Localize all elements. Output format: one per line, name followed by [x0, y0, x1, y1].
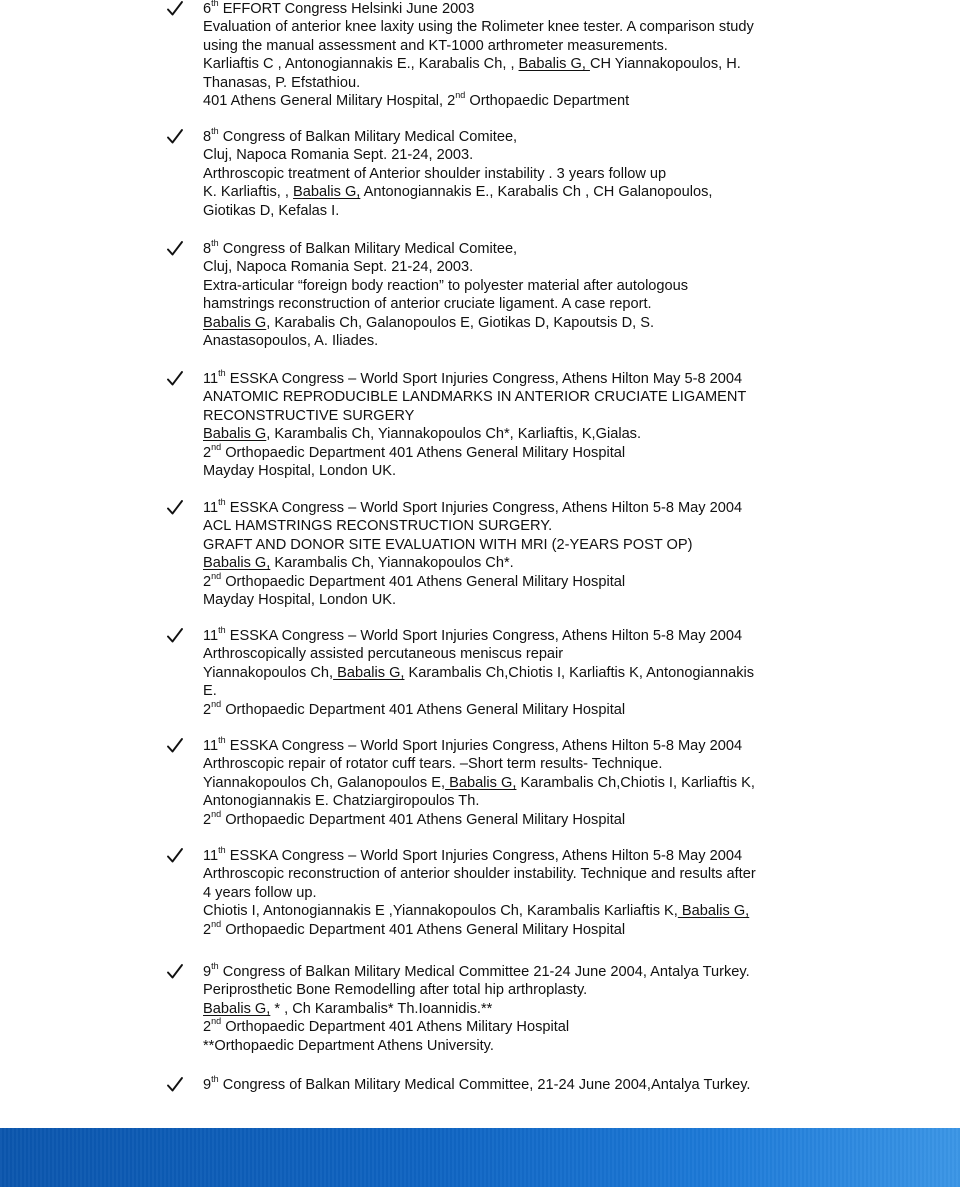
text-segment: Extra-articular “foreign body reaction” to polyester material after autologous: [203, 277, 689, 294]
text-segment: Giotikas D, Kefalas I.: [203, 202, 340, 219]
entry-text-line: [203, 774, 755, 792]
text-segment: Periprosthetic Bone Remodelling after total hip arthroplasty.: [203, 982, 588, 999]
author-highlight: Babalis G,: [203, 1000, 271, 1017]
entry-heading-line: [203, 499, 742, 517]
entry-text-line: [203, 517, 552, 535]
entry-text-line: [203, 295, 652, 313]
text-segment: 2: [203, 811, 212, 828]
entry-text-line: [203, 146, 473, 164]
entry-heading-line: [203, 1076, 750, 1094]
ordinal-suffix: th: [211, 1074, 219, 1085]
text-segment: 9: [203, 964, 212, 980]
entry-text-line: [203, 183, 712, 201]
entry-text-line: [203, 865, 756, 883]
entry-text-line: [203, 314, 654, 332]
entry-heading-line: [203, 847, 742, 865]
text-segment: Arthroscopic reconstruction of anterior shoulder instability. Technique and results after: [203, 866, 756, 883]
ordinal-suffix: th: [218, 368, 226, 379]
text-segment: Antonogiannakis E. Chatziargiropoulos Th.: [203, 793, 480, 810]
text-segment: ACL HAMSTRINGS RECONSTRUCTION SURGERY.: [203, 518, 553, 535]
author-highlight: Babalis G,: [518, 56, 590, 73]
author-highlight: Babalis G,: [445, 774, 517, 791]
author-highlight: Babalis G: [203, 314, 267, 331]
text-segment: 11: [203, 371, 219, 387]
entry-text-line: [203, 902, 749, 920]
text-segment: Chiotis I, Antonogiannakis E ,Yiannakopoulos Ch,: [203, 903, 527, 920]
entry-text-line: [203, 55, 741, 73]
entry-text-line: [203, 92, 629, 110]
ordinal-suffix: nd: [211, 698, 222, 709]
entry-text-line: [203, 884, 317, 902]
ordinal-suffix: nd: [211, 808, 222, 819]
text-segment: Orthopaedic Department 401 Athens General Military Hospital: [221, 573, 626, 590]
checkmark-icon: [165, 626, 185, 646]
entry-text-line: [203, 425, 641, 443]
ordinal-suffix: nd: [211, 570, 222, 581]
text-segment: ESSKA Congress – World Sport Injuries Congress, Athens Hilton 5-8 May 2004: [225, 628, 743, 644]
entry-text-line: [203, 441, 626, 462]
entry-text-line: [203, 645, 563, 663]
ordinal-suffix: nd: [455, 90, 466, 101]
text-segment: Congress of Balkan Military Medical Committee 21-24 June 2004, Antalya Turkey.: [218, 964, 750, 980]
entry-text-line: [203, 591, 396, 609]
text-segment: Orthopaedic Department: [465, 93, 630, 109]
text-segment: Orthopaedic Department 401 Athens General Military Hospital: [221, 444, 626, 461]
entry-text-line: [203, 536, 693, 554]
text-segment: Congress of Balkan Military Medical Comitee,: [218, 129, 518, 145]
entry-heading-line: [203, 370, 742, 388]
text-segment: Mayday Hospital, London UK.: [203, 592, 397, 608]
checkmark-icon: [165, 846, 185, 866]
entry-text-line: [203, 277, 688, 295]
entry-heading-line: [203, 240, 517, 258]
text-segment: Congress of Balkan Military Medical Comitee,: [218, 241, 518, 257]
text-segment: ESSKA Congress – World Sport Injuries Congress, Athens Hilton 5-8 May 2004: [225, 848, 743, 864]
entry-text-line: [203, 407, 414, 425]
author-highlight: Babalis G: [203, 426, 267, 443]
checkmark-icon: [165, 127, 185, 147]
text-segment: Arthroscopic repair of rotator cuff tears. –Short term results- Technique.: [203, 756, 663, 773]
text-segment: Congress of Balkan Military Medical Committee, 21-24 June 2004,Antalya Turkey.: [218, 1077, 751, 1093]
checkmark-icon: [165, 736, 185, 756]
text-segment: Yiannakopoulos Ch, Galanopoulos E,: [203, 774, 446, 791]
ordinal-suffix: th: [211, 0, 219, 9]
entry-text-line: [203, 332, 378, 350]
entry-heading-line: [203, 627, 742, 645]
entry-text-line: [203, 1000, 492, 1018]
text-segment: , Karabalis Ch, Galanopoulos E, Giotikas D, Kapoutsis D, S.: [266, 314, 655, 331]
checkmark-icon: [165, 498, 185, 518]
text-segment: 11: [203, 628, 219, 644]
entry-text-line: [203, 755, 662, 773]
text-segment: EFFORT Congress Helsinki June 2003: [218, 1, 475, 17]
text-segment: * , Ch Karambalis* Th.Ioannidis.**: [270, 1000, 493, 1017]
text-segment: Cluj, Napoca Romania Sept. 21-24, 2003.: [203, 259, 474, 276]
entry-text-line: [203, 981, 587, 999]
text-segment: **Orthopaedic Department Athens University.: [203, 1037, 494, 1054]
entry-text-line: [203, 1018, 569, 1036]
text-segment: 2: [203, 701, 212, 718]
text-segment: ESSKA Congress – World Sport Injuries Congress, Athens Hilton 5-8 May 2004: [225, 738, 743, 754]
text-segment: 2: [203, 444, 212, 461]
entry-text-line: [203, 462, 396, 480]
text-segment: 11: [203, 848, 219, 864]
text-segment: Mayday Hospital, London UK.: [203, 463, 397, 479]
entry-text-line: [203, 698, 626, 719]
entry-text-line: [203, 808, 626, 829]
author-highlight: Babalis G,: [203, 555, 271, 572]
checkmark-icon: [165, 369, 185, 389]
text-segment: Orthopaedic Department 401 Athens General Military Hospital: [221, 701, 626, 718]
text-segment: Orthopaedic Department 401 Athens Military Hospital: [221, 1019, 570, 1036]
text-segment: Arthroscopically assisted percutaneous meniscus repair: [203, 646, 564, 663]
entry-text-line: [203, 554, 514, 572]
author-highlight: Babalis G,: [293, 184, 361, 201]
text-segment: 6: [203, 1, 212, 17]
text-segment: 4 years follow up.: [203, 884, 317, 901]
text-segment: Arthroscopic treatment of Anterior shoulder instability . 3 years follow up: [203, 165, 667, 182]
text-segment: Orthopaedic Department 401 Athens General Military Hospital: [221, 921, 626, 938]
checkmark-icon: [165, 239, 185, 259]
text-segment: RECONSTRUCTIVE SURGERY: [203, 407, 415, 424]
text-segment: Evaluation of anterior knee laxity using the Rolimeter knee tester. A comparison study: [203, 19, 754, 36]
text-segment: Cluj, Napoca Romania Sept. 21-24, 2003.: [203, 147, 474, 164]
ordinal-suffix: th: [211, 961, 219, 972]
text-segment: Karambalis Ch, Yiannakopoulos Ch*.: [270, 555, 514, 572]
text-segment: Antonogiannakis E., Karabalis Ch , CH Galanopoulos,: [360, 184, 713, 201]
ordinal-suffix: nd: [211, 918, 222, 929]
entry-heading-line: [203, 963, 750, 981]
text-segment: 2: [203, 573, 212, 590]
text-segment: Yiannakopoulos Ch,: [203, 664, 334, 681]
checkmark-icon: [165, 962, 185, 982]
entry-text-line: [203, 74, 360, 92]
text-segment: 2: [203, 921, 212, 938]
author-highlight: Babalis G,: [677, 903, 750, 920]
text-segment: Karambalis Ch,Chiotis I, Karliaftis K,: [516, 774, 755, 791]
ordinal-suffix: nd: [211, 441, 222, 452]
entry-text-line: [203, 37, 668, 55]
ordinal-suffix: nd: [211, 1016, 222, 1027]
entry-text-line: [203, 388, 746, 406]
text-segment: ESSKA Congress – World Sport Injuries Congress, Athens Hilton May 5-8 2004: [225, 371, 743, 387]
text-segment: Karambalis Karliaftis K,: [526, 903, 678, 920]
entry-text-line: [203, 792, 479, 810]
entry-text-line: [203, 570, 626, 591]
ordinal-suffix: th: [211, 126, 219, 137]
text-segment: Karliaftis C , Antonogiannakis E., Karabalis Ch, ,: [203, 56, 519, 73]
entry-text-line: [203, 682, 217, 700]
text-segment: 8: [203, 241, 212, 257]
text-segment: CH Yiannakopoulos, H.: [589, 56, 741, 73]
entry-text-line: [203, 18, 754, 36]
entry-text-line: [203, 1037, 494, 1055]
entry-text-line: [203, 165, 666, 183]
entry-heading-line: [203, 0, 474, 18]
text-segment: GRAFT AND DONOR SITE EVALUATION WITH MRI (2-YEARS POST OP): [203, 536, 693, 553]
text-segment: , Karambalis Ch, Yiannakopoulos Ch*, Karliaftis, K,Gialas.: [266, 426, 642, 443]
text-segment: ANATOMIC REPRODUCIBLE LANDMARKS IN ANTERIOR CRUCIATE LIGAMENT: [203, 389, 747, 406]
checkmark-icon: [165, 0, 185, 19]
text-segment: 11: [203, 500, 219, 516]
entry-heading-line: [203, 737, 742, 755]
ordinal-suffix: th: [218, 625, 226, 636]
text-segment: Karambalis Ch,Chiotis I, Karliaftis K, Antonogiannakis: [404, 664, 755, 681]
entry-text-line: [203, 664, 754, 682]
author-highlight: Babalis G,: [333, 664, 405, 681]
entry-text-line: [203, 258, 473, 276]
checkmark-icon: [165, 1075, 185, 1095]
text-segment: E.: [203, 683, 217, 700]
text-segment: hamstrings reconstruction of anterior cruciate ligament. A case report.: [203, 296, 652, 313]
text-segment: 8: [203, 129, 212, 145]
entry-heading-line: [203, 128, 517, 146]
text-segment: ESSKA Congress – World Sport Injuries Congress, Athens Hilton 5-8 May 2004: [225, 500, 743, 516]
text-segment: Thanasas, P. Efstathiou.: [203, 74, 361, 91]
entry-text-line: [203, 918, 626, 939]
ordinal-suffix: th: [218, 497, 226, 508]
ordinal-suffix: th: [211, 238, 219, 249]
text-segment: K. Karliaftis, ,: [203, 184, 294, 201]
text-segment: 9: [203, 1077, 212, 1093]
text-segment: Anastasopoulos, A. Iliades.: [203, 333, 379, 349]
entry-text-line: [203, 202, 339, 220]
text-segment: 2: [203, 1019, 212, 1036]
footer-bar: [0, 1128, 960, 1187]
text-segment: 401 Athens General Military Hospital, 2: [203, 93, 456, 109]
text-segment: Orthopaedic Department 401 Athens General Military Hospital: [221, 811, 626, 828]
ordinal-suffix: th: [218, 845, 226, 856]
text-segment: using the manual assessment and KT-1000 arthrometer measurements.: [203, 37, 668, 54]
ordinal-suffix: th: [218, 735, 226, 746]
text-segment: 11: [203, 738, 219, 754]
